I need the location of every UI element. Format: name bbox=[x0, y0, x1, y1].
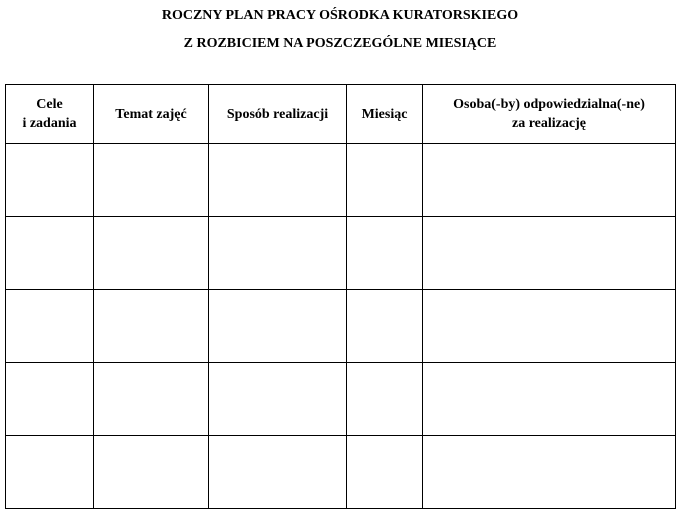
table-cell bbox=[6, 290, 94, 363]
header-goals-tasks bbox=[6, 85, 94, 144]
table-header-row bbox=[6, 85, 676, 144]
table-cell bbox=[6, 144, 94, 217]
header-topic-line-1: Temat zajęć bbox=[115, 106, 187, 122]
table-cell bbox=[347, 436, 423, 509]
table-row bbox=[6, 436, 676, 509]
table-cell bbox=[209, 290, 347, 363]
table-cell bbox=[94, 217, 209, 290]
table-cell bbox=[94, 290, 209, 363]
table-cell bbox=[94, 363, 209, 436]
header-topic bbox=[94, 85, 209, 144]
document-title-line-1: ROCZNY PLAN PRACY OŚRODKA KURATORSKIEGO bbox=[161, 8, 519, 23]
table-row bbox=[6, 144, 676, 217]
header-method bbox=[209, 85, 347, 144]
table-cell bbox=[347, 144, 423, 217]
table-cell bbox=[94, 436, 209, 509]
header-responsible bbox=[423, 85, 676, 144]
table-cell bbox=[209, 363, 347, 436]
table-cell bbox=[347, 290, 423, 363]
header-goals-tasks-line-2: i zadania bbox=[22, 116, 77, 131]
table-cell bbox=[209, 144, 347, 217]
table-cell bbox=[423, 363, 676, 436]
document-title-line-2: Z ROZBICIEM NA POSZCZEGÓLNE MIESIĄCE bbox=[183, 36, 497, 51]
header-goals-tasks-line-1: Cele bbox=[36, 97, 63, 112]
header-month-line-1: Miesiąc bbox=[361, 106, 408, 122]
table-row bbox=[6, 290, 676, 363]
table-cell bbox=[423, 144, 676, 217]
table-cell bbox=[209, 436, 347, 509]
header-month bbox=[347, 85, 423, 144]
header-method-line-1: Sposób realizacji bbox=[226, 106, 329, 122]
header-responsible-line-1: Osoba(-by) odpowiedzialna(-ne) bbox=[453, 97, 645, 112]
table-cell bbox=[347, 363, 423, 436]
table-row bbox=[6, 217, 676, 290]
table-cell bbox=[423, 436, 676, 509]
table-cell bbox=[6, 363, 94, 436]
plan-table bbox=[5, 84, 676, 509]
table-cell bbox=[347, 217, 423, 290]
table-cell bbox=[94, 144, 209, 217]
header-responsible-line-2: za realizację bbox=[512, 116, 586, 131]
table-cell bbox=[209, 217, 347, 290]
table-cell bbox=[6, 217, 94, 290]
table-row bbox=[6, 363, 676, 436]
table-cell bbox=[423, 290, 676, 363]
table-cell bbox=[6, 436, 94, 509]
table-cell bbox=[423, 217, 676, 290]
